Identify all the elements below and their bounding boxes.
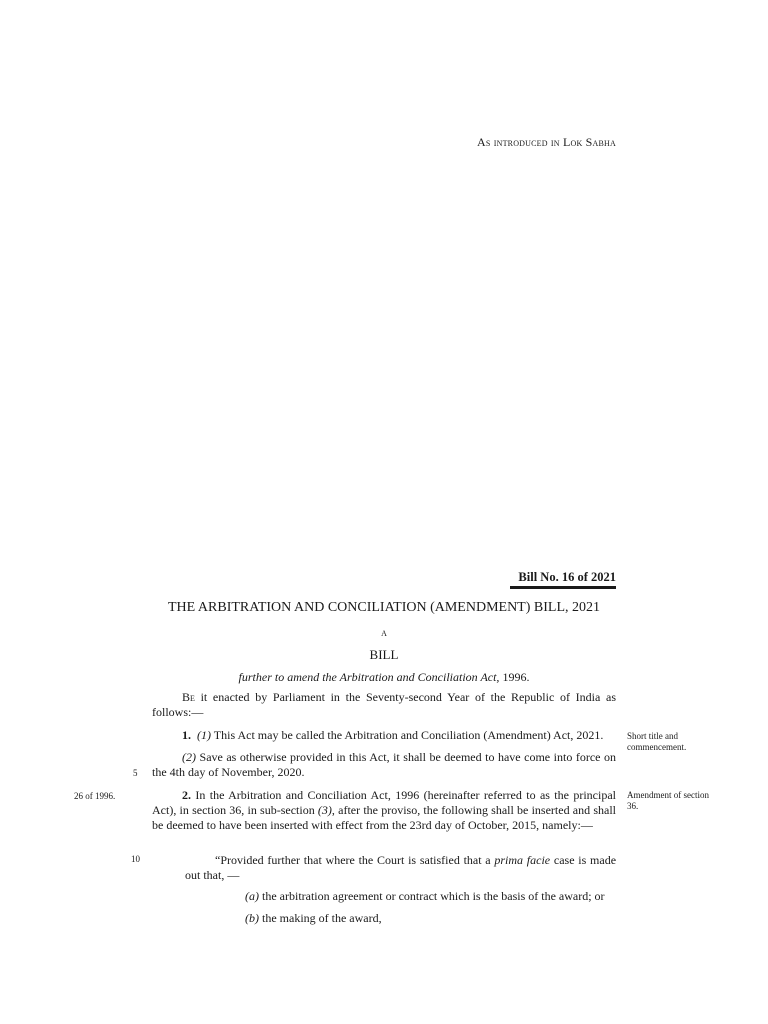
bill-word: BILL — [369, 647, 399, 662]
proviso-text — [185, 853, 616, 883]
enacting-formula — [152, 690, 616, 720]
clause-b-label: (b) — [245, 911, 259, 925]
enacting-rest: it enacted by Parliament in the Seventy-second Year of the Republic of India as follows:— — [152, 690, 616, 719]
section-2-text-a: In the Arbitration and Conciliation Act, 1996 (hereinafter referred to as the principal Act), in section 36, in sub-section — [152, 788, 616, 817]
clause-a — [245, 889, 616, 904]
section-2-number: 2. — [182, 788, 191, 802]
section-1-sub2-text: Save as otherwise provided in this Act, it shall be deemed to have come into force on the 4th day of November, 2020. — [152, 750, 616, 779]
line-number-10: 10 — [131, 854, 140, 864]
act-reference-note: 26 of 1996. — [74, 791, 116, 801]
section-1-sub1-number: (1) — [197, 728, 211, 742]
clause-b-text: the making of the award, — [259, 911, 382, 925]
article-a: A — [381, 629, 387, 638]
enacting-first-word: Be — [182, 690, 195, 704]
section-2-text — [152, 788, 616, 833]
proviso-italic: prima facie — [494, 853, 551, 867]
proviso-text-a: “Provided further that where the Court is satisfied that a — [215, 853, 495, 867]
purpose-italic: further to amend the Arbitration and Conciliation Act, — [238, 670, 500, 684]
margin-note-short-title: Short title and commencement. — [627, 731, 687, 752]
clause-b — [245, 911, 616, 926]
section-1-number: 1. — [182, 728, 191, 742]
clause-a-label: (a) — [245, 889, 259, 903]
introduced-header: As introduced in Lok Sabha — [477, 135, 616, 149]
purpose-year: 1996. — [499, 670, 530, 684]
section-1-subsection-1 — [152, 728, 616, 743]
section-1-sub2-number: (2) — [182, 750, 196, 764]
section-2-text-b: , after the proviso, the following shall be inserted and shall be deemed to have been inserted with effect from the 23rd day of October, 2015, namely:— — [152, 803, 616, 832]
clause-a-text: the arbitration agreement or contract which is the basis of the award; or — [259, 889, 605, 903]
margin-note-amendment: Amendment of section 36. — [627, 790, 709, 811]
bill-number: Bill No. 16 of 2021 — [518, 570, 616, 584]
bill-title: THE ARBITRATION AND CONCILIATION (AMENDMENT) BILL, 2021 — [167, 600, 601, 615]
section-2-subsection: (3) — [317, 803, 332, 817]
line-number-5: 5 — [133, 768, 138, 778]
section-1-subsection-2 — [152, 750, 616, 780]
proviso-text-b: case is made out that, — — [185, 853, 617, 882]
bill-purpose — [0, 670, 768, 685]
section-1-sub1-text: This Act may be called the Arbitration and Conciliation (Amendment) Act, 2021. — [211, 728, 604, 742]
bill-number-rule — [510, 586, 616, 589]
